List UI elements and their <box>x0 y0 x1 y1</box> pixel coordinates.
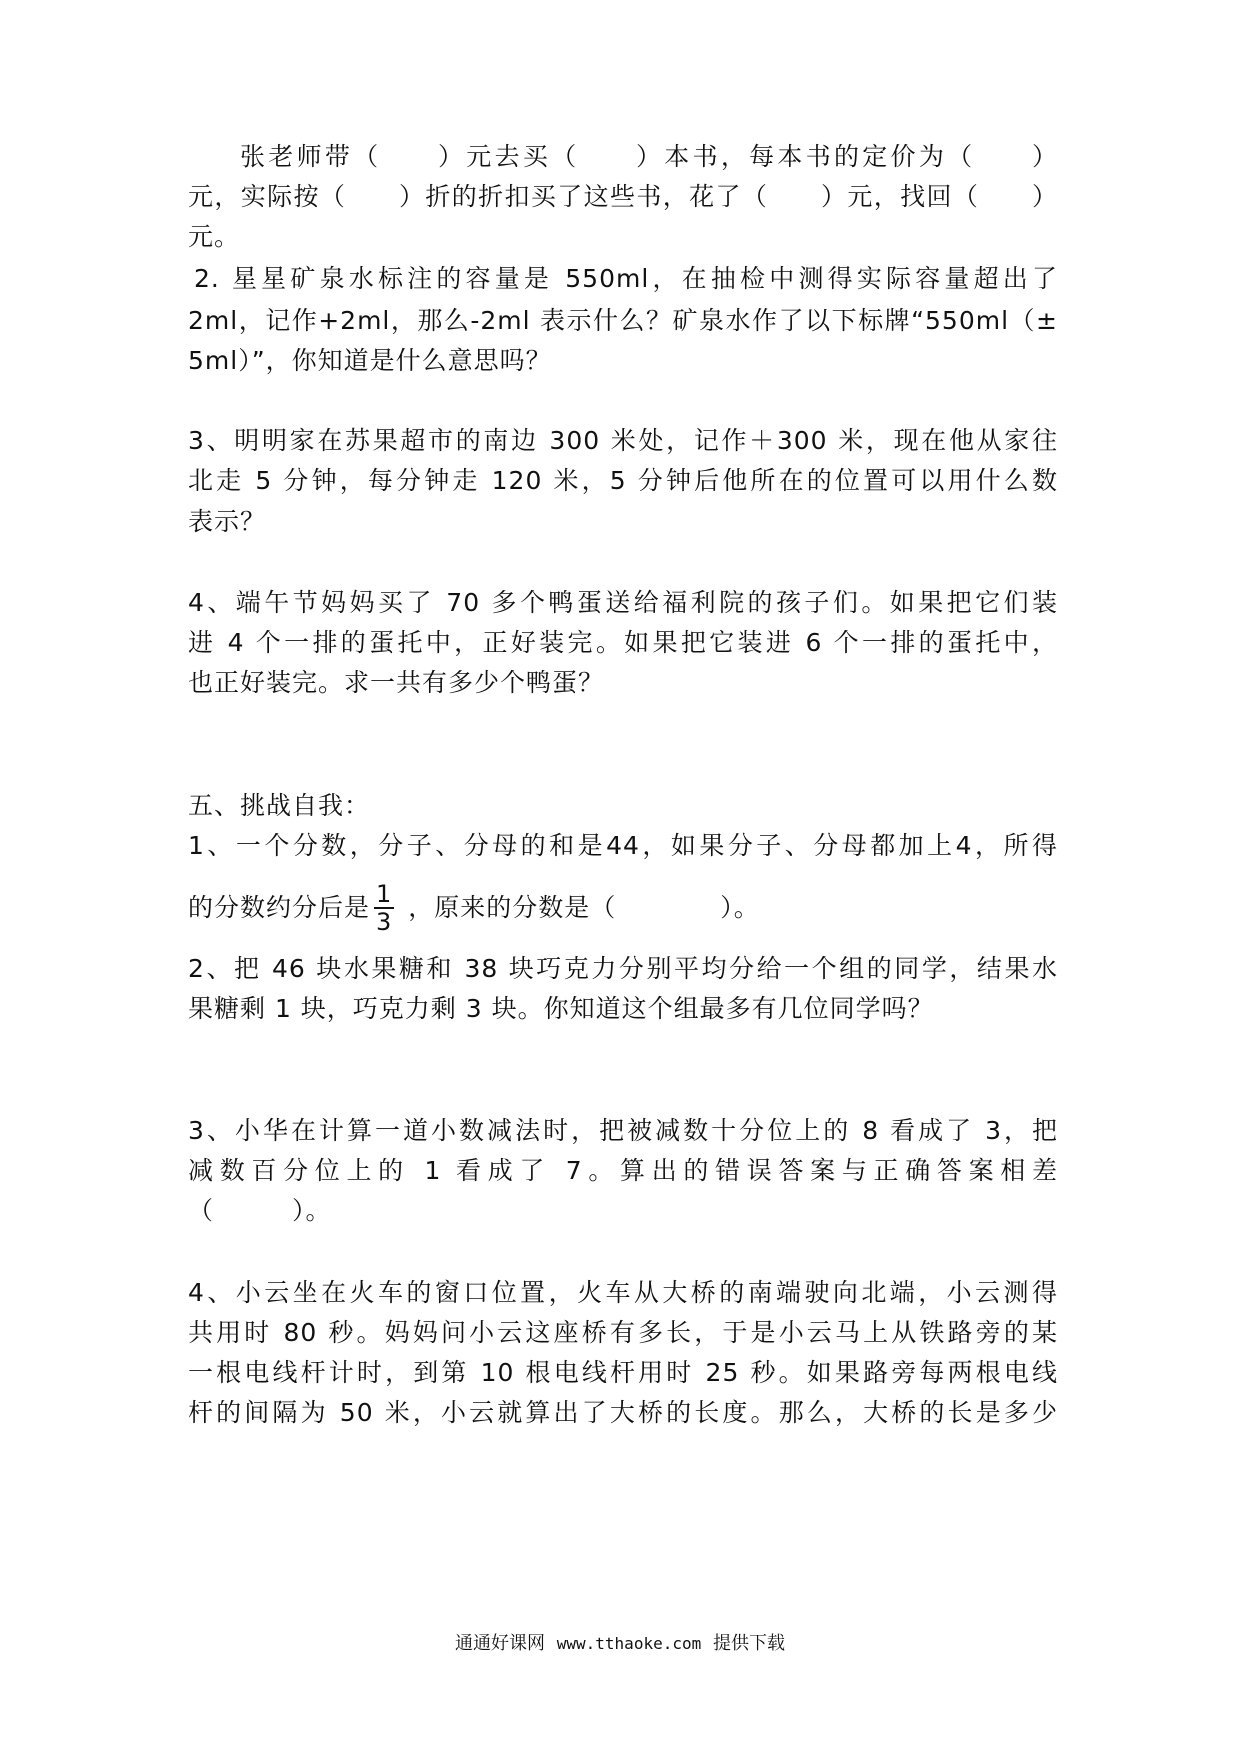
challenge-q1-text-after: ，原来的分数是（ ）。 <box>408 893 760 922</box>
problem-4-line-3: 也正好装完。求一共有多少个鸭蛋？ <box>188 668 605 697</box>
challenge-q4-line-3: 一根电线杆计时，到第 10 根电线杆用时 25 秒。如果路旁每两根电线 <box>188 1358 1058 1387</box>
problem-4-line-1: 4、端午节妈妈买了 70 多个鸭蛋送给福利院的孩子们。如果把它们装 <box>188 588 1058 617</box>
page-footer <box>0 1632 1240 1656</box>
challenge-q1-text-before: 的分数约分后是 <box>188 893 371 922</box>
footer-site-name: 通通好课网 <box>455 1633 546 1654</box>
challenge-q1-line-2 <box>188 880 1058 936</box>
problem-2-line-3: 5ml）”，你知道是什么意思吗？ <box>188 346 552 375</box>
problem-1-line-3: 元。 <box>188 222 241 251</box>
problem-3-line-1: 3、明明家在苏果超市的南边 300 米处，记作＋300 米，现在他从家往 <box>188 426 1058 455</box>
challenge-q3-line-2: 减数百分位上的 1 看成了 7。算出的错误答案与正确答案相差 <box>188 1156 1058 1185</box>
problem-3-line-3: 表示？ <box>188 507 267 536</box>
fraction-numerator: 1 <box>376 880 393 908</box>
footer-url-link[interactable]: www.tthaoke.com <box>556 1634 702 1653</box>
footer-suffix: 提供下载 <box>712 1633 785 1654</box>
problem-3-line-2: 北走 5 分钟，每分钟走 120 米，5 分钟后他所在的位置可以用什么数 <box>188 466 1058 495</box>
problem-1-line-2: 元，实际按（ ）折的折扣买了这些书，花了（ ）元，找回（ ） <box>188 182 1058 211</box>
one-third-fraction <box>374 881 394 935</box>
challenge-q4-line-2: 共用时 80 秒。妈妈问小云这座桥有多长，于是小云马上从铁路旁的某 <box>188 1318 1058 1347</box>
challenge-q1-line-1: 1、一个分数，分子、分母的和是44，如果分子、分母都加上4，所得 <box>188 831 1058 860</box>
problem-1-line-1: 张老师带（ ）元去买（ ）本书，每本书的定价为（ ） <box>240 142 1058 171</box>
challenge-q2-line-1: 2、把 46 块水果糖和 38 块巧克力分别平均分给一个组的同学，结果水 <box>188 954 1058 983</box>
fraction-denominator: 3 <box>376 908 393 936</box>
challenge-q4-line-1: 4、小云坐在火车的窗口位置，火车从大桥的南端驶向北端，小云测得 <box>188 1278 1058 1307</box>
section-five-heading: 五、挑战自我： <box>188 791 371 820</box>
problem-2-line-2: 2ml，记作+2ml，那么-2ml 表示什么？矿泉水作了以下标牌“550ml（± <box>188 306 1058 335</box>
challenge-q2-line-2: 果糖剩 1 块，巧克力剩 3 块。你知道这个组最多有几位同学吗？ <box>188 994 934 1023</box>
problem-4-line-2: 进 4 个一排的蛋托中，正好装完。如果把它装进 6 个一排的蛋托中， <box>188 628 1058 657</box>
challenge-q3-line-3: （ ）。 <box>188 1196 332 1225</box>
challenge-q3-line-1: 3、小华在计算一道小数减法时，把被减数十分位上的 8 看成了 3，把 <box>188 1116 1058 1145</box>
challenge-q4-line-4: 杆的间隔为 50 米，小云就算出了大桥的长度。那么，大桥的长是多少 <box>188 1398 1058 1427</box>
problem-2-line-1: 2. 星星矿泉水标注的容量是 550ml，在抽检中测得实际容量超出了 <box>194 264 1058 293</box>
